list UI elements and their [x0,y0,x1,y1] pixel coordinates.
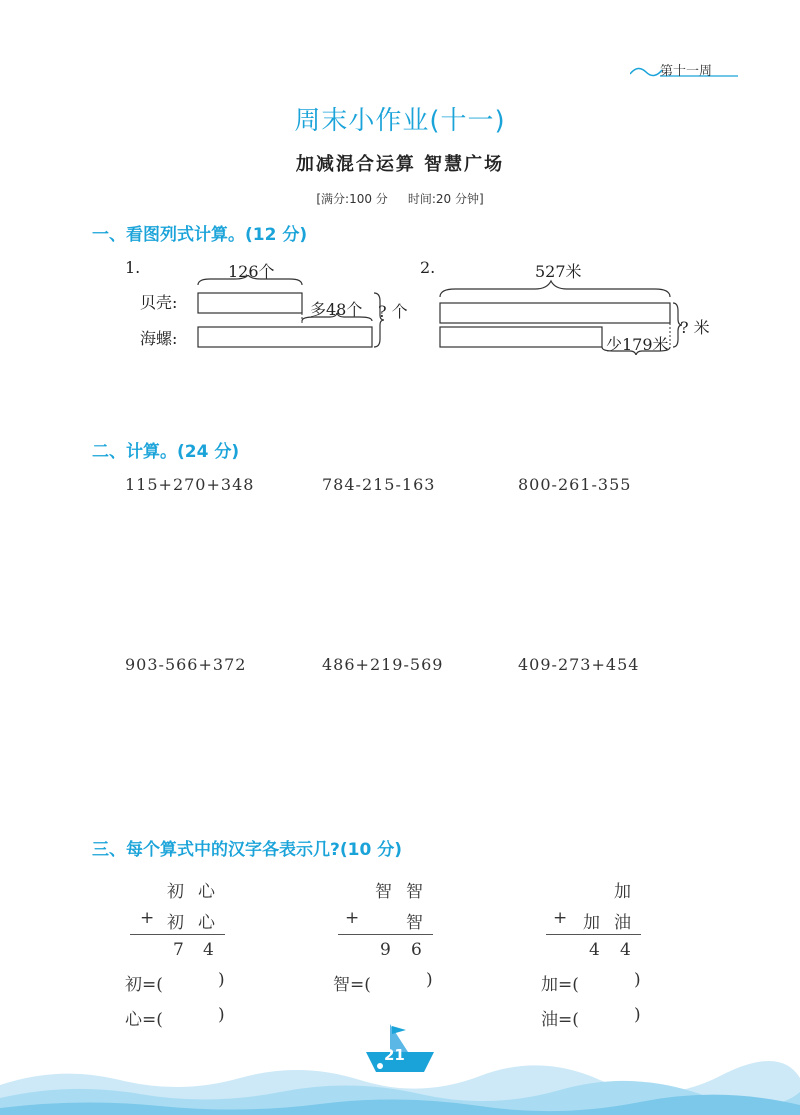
puzzle2-res-c1: 9 [380,940,391,960]
problem1-top-label: 126个 [228,262,275,281]
expression-4: 903-566+372 [125,655,247,674]
problem2-diagram [435,275,685,355]
expression-1: 115+270+348 [125,475,255,494]
puzzle2-answer1-label: 智=( [333,975,371,995]
problem1-diagram [190,275,385,355]
problem1-more-label: 多48个 [310,300,363,319]
expression-2: 784-215-163 [322,475,436,494]
puzzle1-r1-c2: 心 [198,882,215,902]
problem1-row2-label: 海螺: [140,329,178,348]
problem1-question: ? 个 [378,302,408,321]
problem2-question: ? 米 [680,318,710,337]
puzzle2-r1-c2: 智 [406,882,423,902]
full-score: [满分:100 分 [316,192,388,206]
puzzle3-answer1-label: 加=( [541,975,579,995]
puzzle1-r1-c1: 初 [167,882,184,902]
puzzle1-answer2-close: ) [218,1005,225,1025]
score-time-meta [0,190,800,207]
time-limit: 时间:20 分钟] [407,192,484,206]
puzzle1-answer1-label: 初=( [125,975,163,995]
puzzle1-answer1-close: ) [218,970,225,990]
problem2-number: 2. [420,258,436,277]
puzzle3-res-c2: 4 [620,940,631,960]
puzzle2-answer1-close: ) [426,970,433,990]
section3-heading: 三、每个算式中的汉字各表示几?(10 分) [92,840,402,860]
puzzle1-res-c2: 4 [203,940,214,960]
expression-5: 486+219-569 [322,655,444,674]
puzzle2-r1-c1: 智 [375,882,392,902]
puzzle1-sum-line [130,934,225,935]
expression-3: 800-261-355 [518,475,632,494]
puzzle3-sum-line [546,934,641,935]
page-title: 周末小作业(十一) [294,106,506,136]
puzzle2-res-c2: 6 [411,940,422,960]
puzzle1-r2-c2: 心 [198,913,215,933]
puzzle1-r2-c1: 初 [167,913,184,933]
puzzle1-res-c1: 7 [173,940,184,960]
problem2-top-label: 527米 [535,262,582,281]
puzzle3-answer1-close: ) [634,970,641,990]
puzzle2-r2-c2: 智 [406,913,423,933]
puzzle3-r2-c1: 加 [583,913,600,933]
puzzle3-r1-c2: 加 [614,882,631,902]
puzzle3-answer2-label: 油=( [541,1010,579,1030]
puzzle2-sum-line [338,934,433,935]
puzzle1-operator: + [140,908,155,928]
problem1-number: 1. [125,258,141,277]
problem1-row1-label: 贝壳: [140,293,178,312]
problem2-less-label: 少179米 [606,335,669,354]
page-number: 21 [384,1046,405,1064]
week-label: 第十一周 [660,64,713,79]
puzzle3-answer2-close: ) [634,1005,641,1025]
page-subtitle: 加减混合运算 智慧广场 [295,154,505,175]
section1-heading: 一、看图列式计算。(12 分) [92,225,308,245]
puzzle3-r2-c2: 油 [614,913,631,933]
puzzle2-operator: + [345,908,360,928]
puzzle1-answer2-label: 心=( [125,1010,163,1030]
section2-heading: 二、计算。(24 分) [92,442,240,462]
expression-6: 409-273+454 [518,655,640,674]
puzzle3-operator: + [553,908,568,928]
puzzle3-res-c1: 4 [589,940,600,960]
